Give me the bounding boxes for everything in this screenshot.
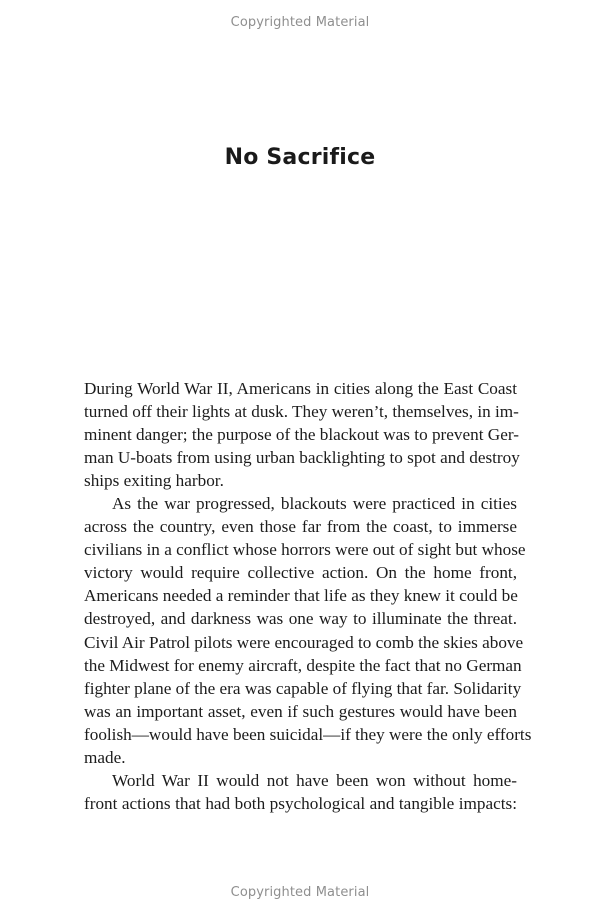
paragraph-1 bbox=[84, 377, 520, 492]
text-line: World War II would not have been won without home- bbox=[112, 770, 517, 790]
text-line: minent danger; the purpose of the blackout was to prevent Ger- bbox=[84, 425, 519, 445]
copyright-watermark-bottom: Copyrighted Material bbox=[230, 885, 370, 900]
text-line: the Midwest for enemy aircraft, despite the fact that no German bbox=[84, 655, 522, 675]
text-line: Civil Air Patrol pilots were encouraged to comb the skies above bbox=[84, 632, 524, 652]
text-line: Americans needed a reminder that life as they knew it could be bbox=[84, 586, 518, 606]
text-line: was an important asset, even if such gestures would have been bbox=[84, 701, 517, 721]
text-line: man U-boats from using urban backlighting to spot and destroy bbox=[84, 448, 520, 468]
text-line: As the war progressed, blackouts were practiced in cities bbox=[112, 494, 517, 514]
text-line: victory would require collective action. On the home front, bbox=[84, 563, 517, 583]
paragraph-3 bbox=[84, 769, 517, 815]
text-line: civilians in a conflict whose horrors were out of sight but whose bbox=[84, 540, 526, 560]
text-line: ships exiting harbor. bbox=[84, 471, 224, 491]
text-line: turned off their lights at dusk. They weren’t, themselves, in im- bbox=[84, 402, 519, 422]
text-line: destroyed, and darkness was one way to illuminate the threat. bbox=[84, 609, 517, 629]
chapter-title: No Sacrifice bbox=[224, 145, 376, 170]
text-line: across the country, even those far from the coast, to immerse bbox=[84, 517, 517, 537]
text-line: made. bbox=[84, 747, 126, 767]
text-line: foolish—would have been suicidal—if they were the only efforts bbox=[84, 724, 532, 744]
text-line: fighter plane of the era was capable of flying that far. Solidarity bbox=[84, 678, 522, 698]
text-line: front actions that had both psychological and tangible impacts: bbox=[84, 793, 517, 813]
body-text bbox=[84, 377, 532, 815]
text-line: During World War II, Americans in cities along the East Coast bbox=[84, 379, 517, 398]
copyright-watermark-top: Copyrighted Material bbox=[230, 15, 370, 30]
paragraph-2 bbox=[84, 492, 532, 769]
